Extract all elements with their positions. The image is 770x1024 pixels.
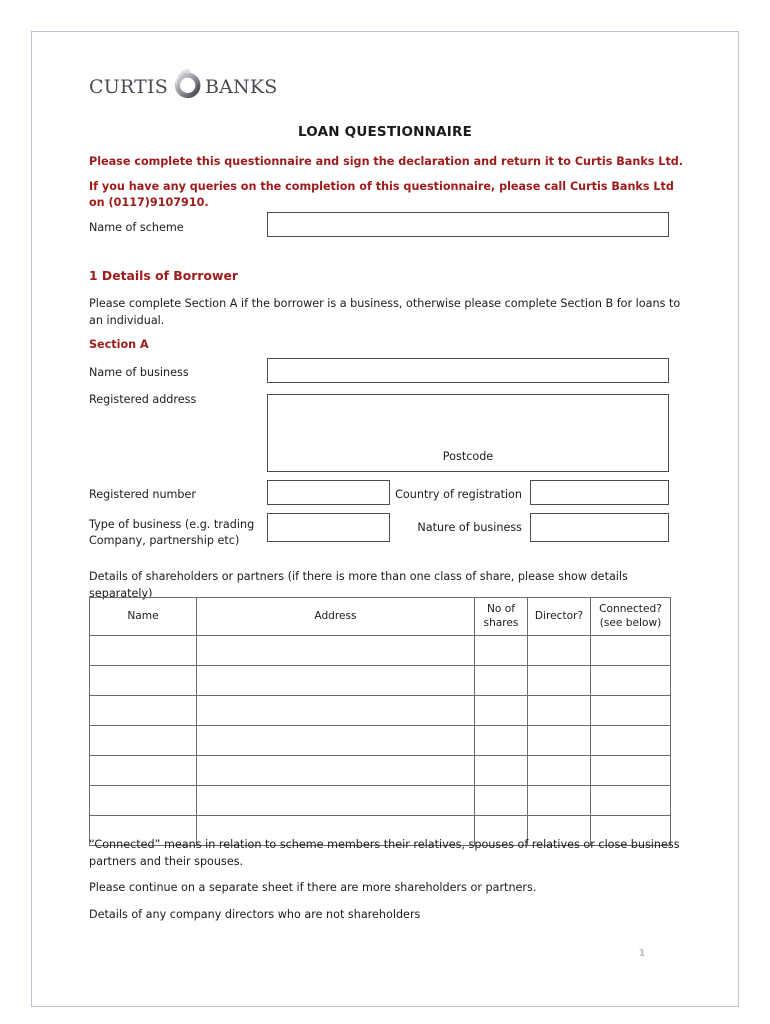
section-1-heading: 1 Details of Borrower [89, 268, 238, 283]
label-name-of-business: Name of business [89, 366, 189, 379]
table-header-row [90, 598, 671, 636]
column-header-connected: Connected? (see below) [591, 598, 671, 636]
page-title: LOAN QUESTIONNAIRE [297, 124, 473, 140]
cell-address[interactable] [197, 636, 475, 666]
type-of-business-input[interactable] [267, 513, 390, 542]
cell-name[interactable] [90, 636, 197, 666]
cell-connected[interactable] [591, 786, 671, 816]
name-of-scheme-input[interactable] [267, 212, 669, 237]
shareholders-table [89, 597, 671, 846]
page-number-value: 1 [638, 948, 646, 959]
cell-director[interactable] [528, 696, 591, 726]
logo-word-banks: banks [204, 68, 278, 100]
document-page [31, 31, 739, 1007]
table-row[interactable] [90, 696, 671, 726]
table-row[interactable] [90, 786, 671, 816]
cell-no-of-shares[interactable] [475, 756, 528, 786]
cell-address[interactable] [197, 666, 475, 696]
cell-director[interactable] [528, 636, 591, 666]
cell-address[interactable] [197, 726, 475, 756]
logo-word-curtis: curtis [89, 68, 168, 100]
continue-separate-sheet-text: Please continue on a separate sheet if there are more shareholders or partners. [89, 881, 537, 894]
cell-no-of-shares[interactable] [475, 726, 528, 756]
label-nature-of-business: Nature of business [417, 521, 522, 534]
column-header-director: Director? [528, 598, 591, 636]
shareholders-table-body [90, 636, 671, 846]
label-postcode: Postcode [442, 450, 494, 463]
cell-no-of-shares[interactable] [475, 786, 528, 816]
label-type-of-business: Type of business (e.g. trading Company, partnership etc) [89, 518, 255, 548]
cell-name[interactable] [90, 696, 197, 726]
cell-connected[interactable] [591, 696, 671, 726]
cell-address[interactable] [197, 786, 475, 816]
notice-return-instruction: Please complete this questionnaire and sign the declaration and return it to Curtis Banks Ltd. [89, 155, 684, 168]
country-of-registration-input[interactable] [530, 480, 669, 505]
label-registered-address: Registered address [89, 393, 197, 406]
page-number [32, 948, 738, 959]
cell-connected[interactable] [591, 636, 671, 666]
cell-connected[interactable] [591, 726, 671, 756]
column-header-address: Address [197, 598, 475, 636]
cell-no-of-shares[interactable] [475, 666, 528, 696]
swirl-ring-icon [170, 67, 204, 101]
nature-of-business-input[interactable] [530, 513, 669, 542]
cell-director[interactable] [528, 786, 591, 816]
cell-no-of-shares[interactable] [475, 636, 528, 666]
cell-name[interactable] [90, 786, 197, 816]
cell-name[interactable] [90, 666, 197, 696]
table-row[interactable] [90, 636, 671, 666]
section-a-heading: Section A [89, 338, 149, 351]
table-row[interactable] [90, 756, 671, 786]
label-country-of-registration: Country of registration [395, 488, 522, 501]
label-registered-number: Registered number [89, 488, 197, 501]
cell-connected[interactable] [591, 666, 671, 696]
notice-queries-phone: If you have any queries on the completion of this questionnaire, please call Curtis Banks Ltd on (0117)9107910. [89, 180, 674, 210]
column-header-name: Name [90, 598, 197, 636]
connected-definition-text: “Connected” means in relation to scheme members their relatives, spouses of relatives or close business partners and their spouses. [89, 838, 680, 868]
name-of-business-input[interactable] [267, 358, 669, 383]
label-name-of-scheme: Name of scheme [89, 221, 184, 234]
cell-director[interactable] [528, 666, 591, 696]
table-row[interactable] [90, 666, 671, 696]
cell-director[interactable] [528, 756, 591, 786]
cell-name[interactable] [90, 756, 197, 786]
cell-connected[interactable] [591, 756, 671, 786]
cell-address[interactable] [197, 756, 475, 786]
cell-name[interactable] [90, 726, 197, 756]
cell-director[interactable] [528, 726, 591, 756]
directors-not-shareholders-text: Details of any company directors who are not shareholders [89, 908, 421, 921]
table-row[interactable] [90, 726, 671, 756]
shareholders-intro-text: Details of shareholders or partners (if there is more than one class of share, please show details separately) [89, 570, 628, 600]
cell-no-of-shares[interactable] [475, 696, 528, 726]
section-1-instruction: Please complete Section A if the borrower is a business, otherwise please complete Section B for loans to an individual. [89, 297, 681, 327]
column-header-no-of-shares: No of shares [475, 598, 528, 636]
curtis-banks-logo [89, 62, 277, 106]
cell-address[interactable] [197, 696, 475, 726]
